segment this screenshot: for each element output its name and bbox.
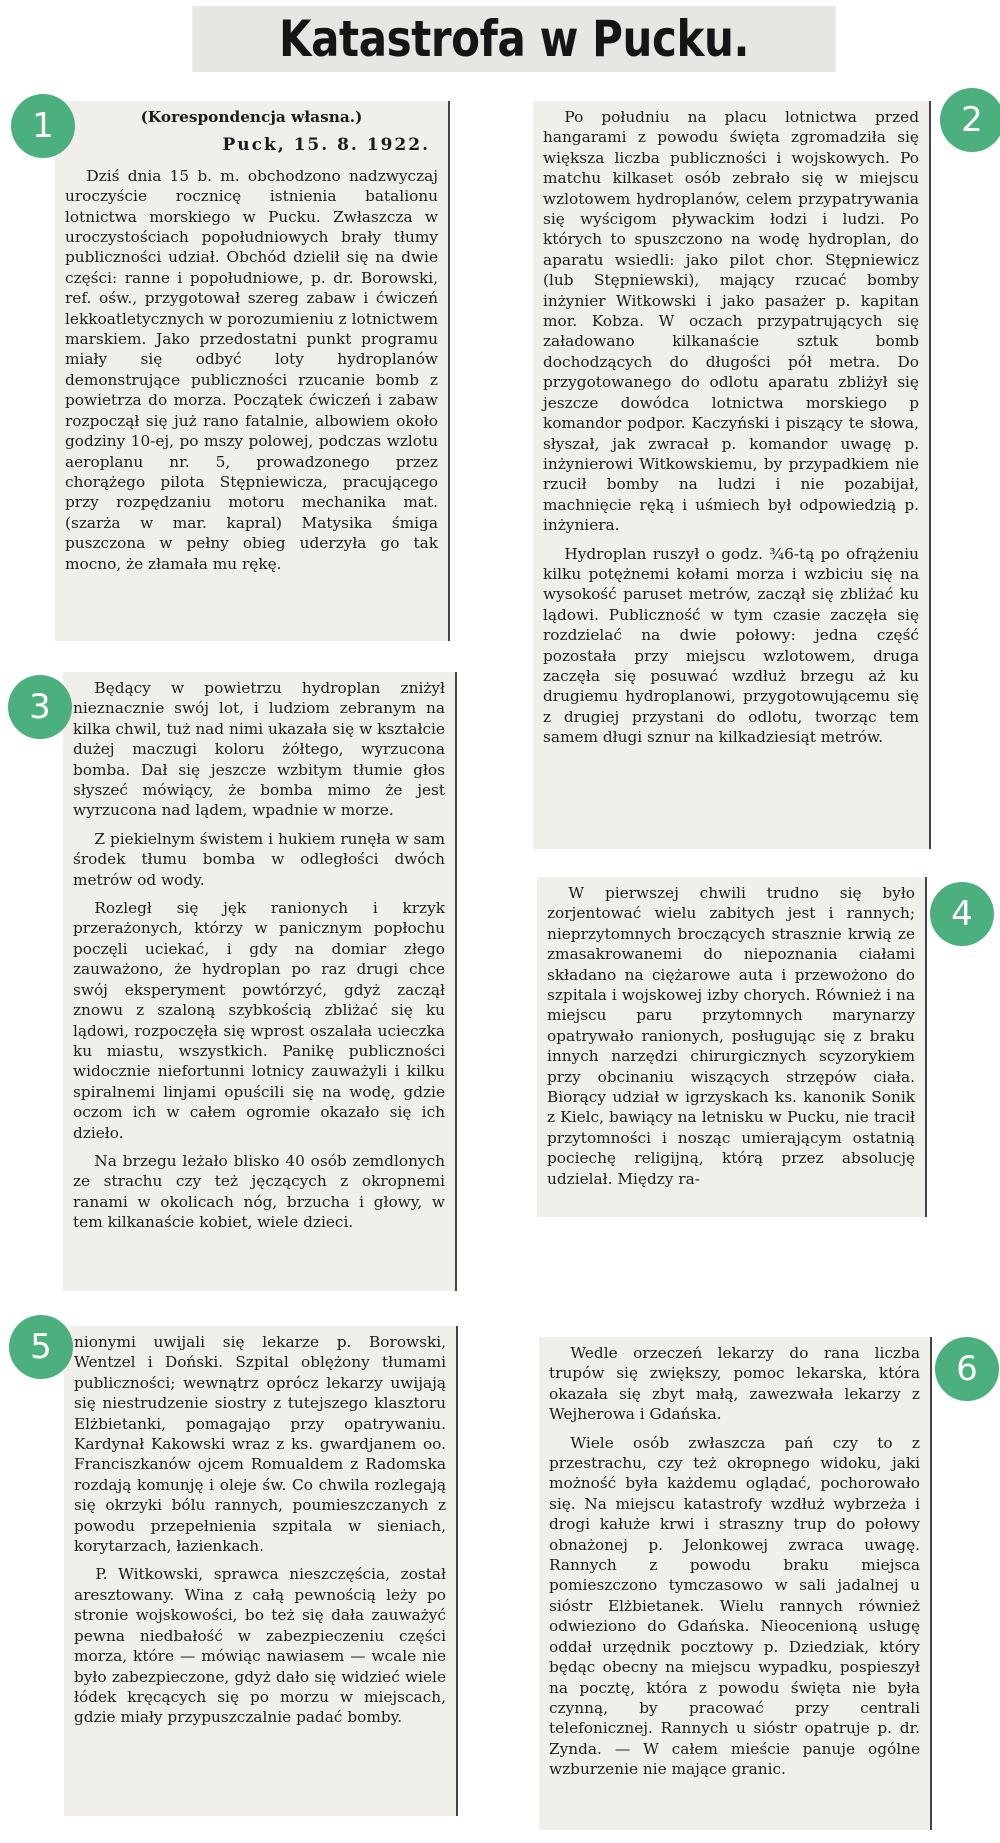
column-number-badge: 1 bbox=[11, 94, 75, 158]
column-number-badge: 4 bbox=[930, 882, 994, 946]
article-column-5 bbox=[64, 1326, 458, 1816]
paragraph: Wedle orzeczeń lekarzy do rana liczba trupów się zwiększy, pomoc lekarska, która okazała się zbyt małą, zawezwała lekarzy z Wejherowa i Gdańska. bbox=[549, 1344, 920, 1424]
column-number-badge: 2 bbox=[940, 88, 1000, 152]
paragraph: Dziś dnia 15 b. m. obchodzono nadzwyczaj uroczyście rocznicę istnienia batalionu lotnictwa morskiego w Pucku. Zwłaszcza w uroczystościach popołudniowych brały tłumy publiczności udział. Obchód dzielił się na dwie części: ranne i popołudniowe, p. dr. Borowski, ref. ośw., przygotował szereg zabaw i ćwiczeń lekkoatletycznych w porozumieniu z lotnictwem marskiem. Jako przedostatni punkt programu miały się odbyć loty hydroplanów demonstrujące publiczności rzucanie bomb z powietrza do morza. Początek ćwiczeń i zabaw rozpoczął się już rano fatalnie, albowiem około godziny 10-ej, po mszy polowej, podczas wzlotu aeroplanu nr. 5, prowadzonego przez chorążego pilota Stępniewicza, pracującego przy rozpędzaniu motoru mechanika mat. (szarża w mar. kapral) Matysika śmiga puszczona w pełny obieg uderzyła go tak mocno, że złamała mu rękę. bbox=[65, 166, 438, 573]
article-column-6 bbox=[539, 1337, 932, 1830]
article-column-1 bbox=[55, 101, 450, 641]
paragraph: Wiele osób zwłaszcza pań czy to z przestrachu, czy też okropnego widoku, jaki możność była każdemu oglądać, pochorowało się. Na miejscu katastrofy wzdłuż wybrzeża i drogi kałuże krwi i straszny trup do połowy obnażonej p. Jelonkowej zwraca uwagę. Rannych z powodu braku miejsca pomieszczono tymczasowo w sali jadalnej u sióstr Elżbietanek. Wielu rannych również odwieziono do Gdańska. Nieocenioną usługę oddał urzędnik pocztowy p. Dziedziak, który będąc obecny na miejscu wypadku, pospieszył na pocztę, która z powodu święta nie była czynną, by pracować przy centrali telefonicznej. Rannych u sióstr opatruje p. dr. Zynda. — W całem mieście panuje ogólne wzburzenie nie mające granic. bbox=[549, 1433, 920, 1779]
paragraph: Z piekielnym świstem i hukiem runęła w sam środek tłumu bomba w odległości dwóch metrów od wody. bbox=[73, 829, 445, 889]
article-headline: Katastrofa w Pucku. bbox=[192, 6, 835, 72]
paragraph: Hydroplan ruszył o godz. ¾6-tą po ofrążeniu kilku potężnemi kołami morza i wzbiciu się na wysokość paruset metrów, zaczął się zbliżać ku lądowi. Publiczność w tym czasie zaczęła się rozdzielać na dwie połowy: jedna część pozostała przy miejscu wzlotowem, druga zaczęła się posuwać wzdłuż brzegu aż ku drugiemu hydroplanowi, przygotowującemu się z drugiej przystani do odlotu, tworząc tem samem długi sznur na kilkadziesiąt metrów. bbox=[543, 544, 919, 747]
paragraph: Rozległ się jęk ranionych i krzyk przerażonych, którzy w panicznym popłochu poczęli uciekać, i gdy na domiar złego zauważono, że hydroplan po raz drugi chce swój eksperyment powtórzyć, gdyż zaczął znowu z szaloną szybkością zbliżać się ku lądowi, rozpoczęła się wprost oszalała ucieczka ku miastu, wszystkich. Panikę publiczności widocznie niefortunni lotnicy zauważyli i kilku spiralnemi linjami opuścili się na wodę, gdzie oczom ich w całem ogromie okazało się ich dzieło. bbox=[73, 899, 445, 1142]
paragraph: W pierwszej chwili trudno się było zorjentować wielu zabitych jest i rannych; nieprzytomnych broczących strasznie krwią ze zmasakrowanemi do niepoznania ciałami składano na ciężarowe auta i przewożono do szpitala i wojskowej izby chorych. Również i na miejscu paru przytomnych marynarzy opatrywało ranionych, posługując się z braku innych narzędzi chirurgicznych scyzorykiem przy obcinaniu wiszących strzępów ciała. Biorący udział w igrzyskach ks. kanonik Sonik z Kielc, bawiący na letnisku w Pucku, nie tracił przytomności i nosząc umierającym ostatnią pociechę religijną, którą przez absolucję udzielał. Między ra- bbox=[547, 884, 915, 1188]
article-column-4 bbox=[537, 877, 927, 1217]
byline: (Korespondencja własna.) bbox=[140, 108, 363, 126]
article-column-2 bbox=[533, 101, 931, 849]
paragraph: Będący w powietrzu hydroplan zniżył nieznacznie swój lot, i ludziom zebranym na kilka chwil, tuż nad nimi ukazała się w kształcie dużej maczugi koloru żółtego, wyrzucona bomba. Dał się jeszcze wzbitym tłumie głos słyszeć mówiący, że bomba mimo że jest wyrzucona nad lądem, wpadnie w morze. bbox=[73, 679, 445, 820]
article-column-3 bbox=[63, 672, 457, 1291]
paragraph: nionymi uwijali się lekarze p. Borowski, Wentzel i Doński. Szpital oblężony tłumami publiczności; wewnątrz oprócz lekarzy uwijają się niestrudzenie siostry z tutejszego klasztoru Elżbietanki, pomagająo przy opatrywaniu. Kardynał Kakowski wraz z ks. gwardjanem oo. Franciszkanów ojcem Romualdem z Radomska rozdają komunję i oleje św. Co chwila rozlegają się okrzyki bólu rannych, poumieszczanych z powodu przepełnienia szpitala w sieniach, korytarzach, łazienkach. bbox=[74, 1333, 446, 1556]
dateline: Puck, 15. 8. 1922. bbox=[222, 135, 430, 156]
column-number-badge: 6 bbox=[935, 1337, 999, 1401]
column-number-badge: 3 bbox=[8, 675, 72, 739]
paragraph: P. Witkowski, sprawca nieszczęścia, został aresztowany. Wina z całą pewnością leży po stronie wojskowości, bo też się dała zauważyć pewna niedbałość w zabezpieczeniu części morza, które — mówiąc nawiasem — wcale nie było zabezpieczone, gdyż dało się widzieć wiele łódek kręcących się po morzu w miejscach, gdzie miały przypuszczalnie padać bomby. bbox=[74, 1565, 446, 1727]
paragraph: Po południu na placu lotnictwa przed hangarami z powodu święta zgromadziła się większa liczba publiczności i wojskowych. Po matchu kilkaset osób zebrało się w miejscu wzlotowem hydroplanów, celem przypatrywania się wyścigom pływackim łodzi i ludzi. Po których to spuszczono na wodę hydroplan, do aparatu wsiedli: jako pilot chor. Stępniewicz (lub Stępniewski), mający rzucać bomby inżynier Witkowski i jako pasażer p. kapitan mor. Kobza. W oczach przypatrujących się załadowano kilkanaście sztuk bomb dochodzących do długości pół metra. Do przygotowanego do odlotu aparatu zbliżył się jeszcze dowódca lotnictwa morskiego p komandor podpor. Kaczyński i piszący te słowa, słyszał, jak zwracał p. komandor uwagę p. inżynierowi Witkowskiemu, by przypadkiem nie rzucił bomby na ludzi i nie pozabijał, machnięcie ręką i uśmiech był odpowiedzią p. inżyniera. bbox=[543, 108, 919, 535]
paragraph: Na brzegu leżało blisko 40 osób zemdlonych ze strachu czy też jęczących z okropnemi ranami w okolicach nóg, brzucha i głowy, w tem kilkanaście kobiet, wiele dzieci. bbox=[73, 1151, 445, 1232]
column-number-badge: 5 bbox=[9, 1315, 73, 1379]
